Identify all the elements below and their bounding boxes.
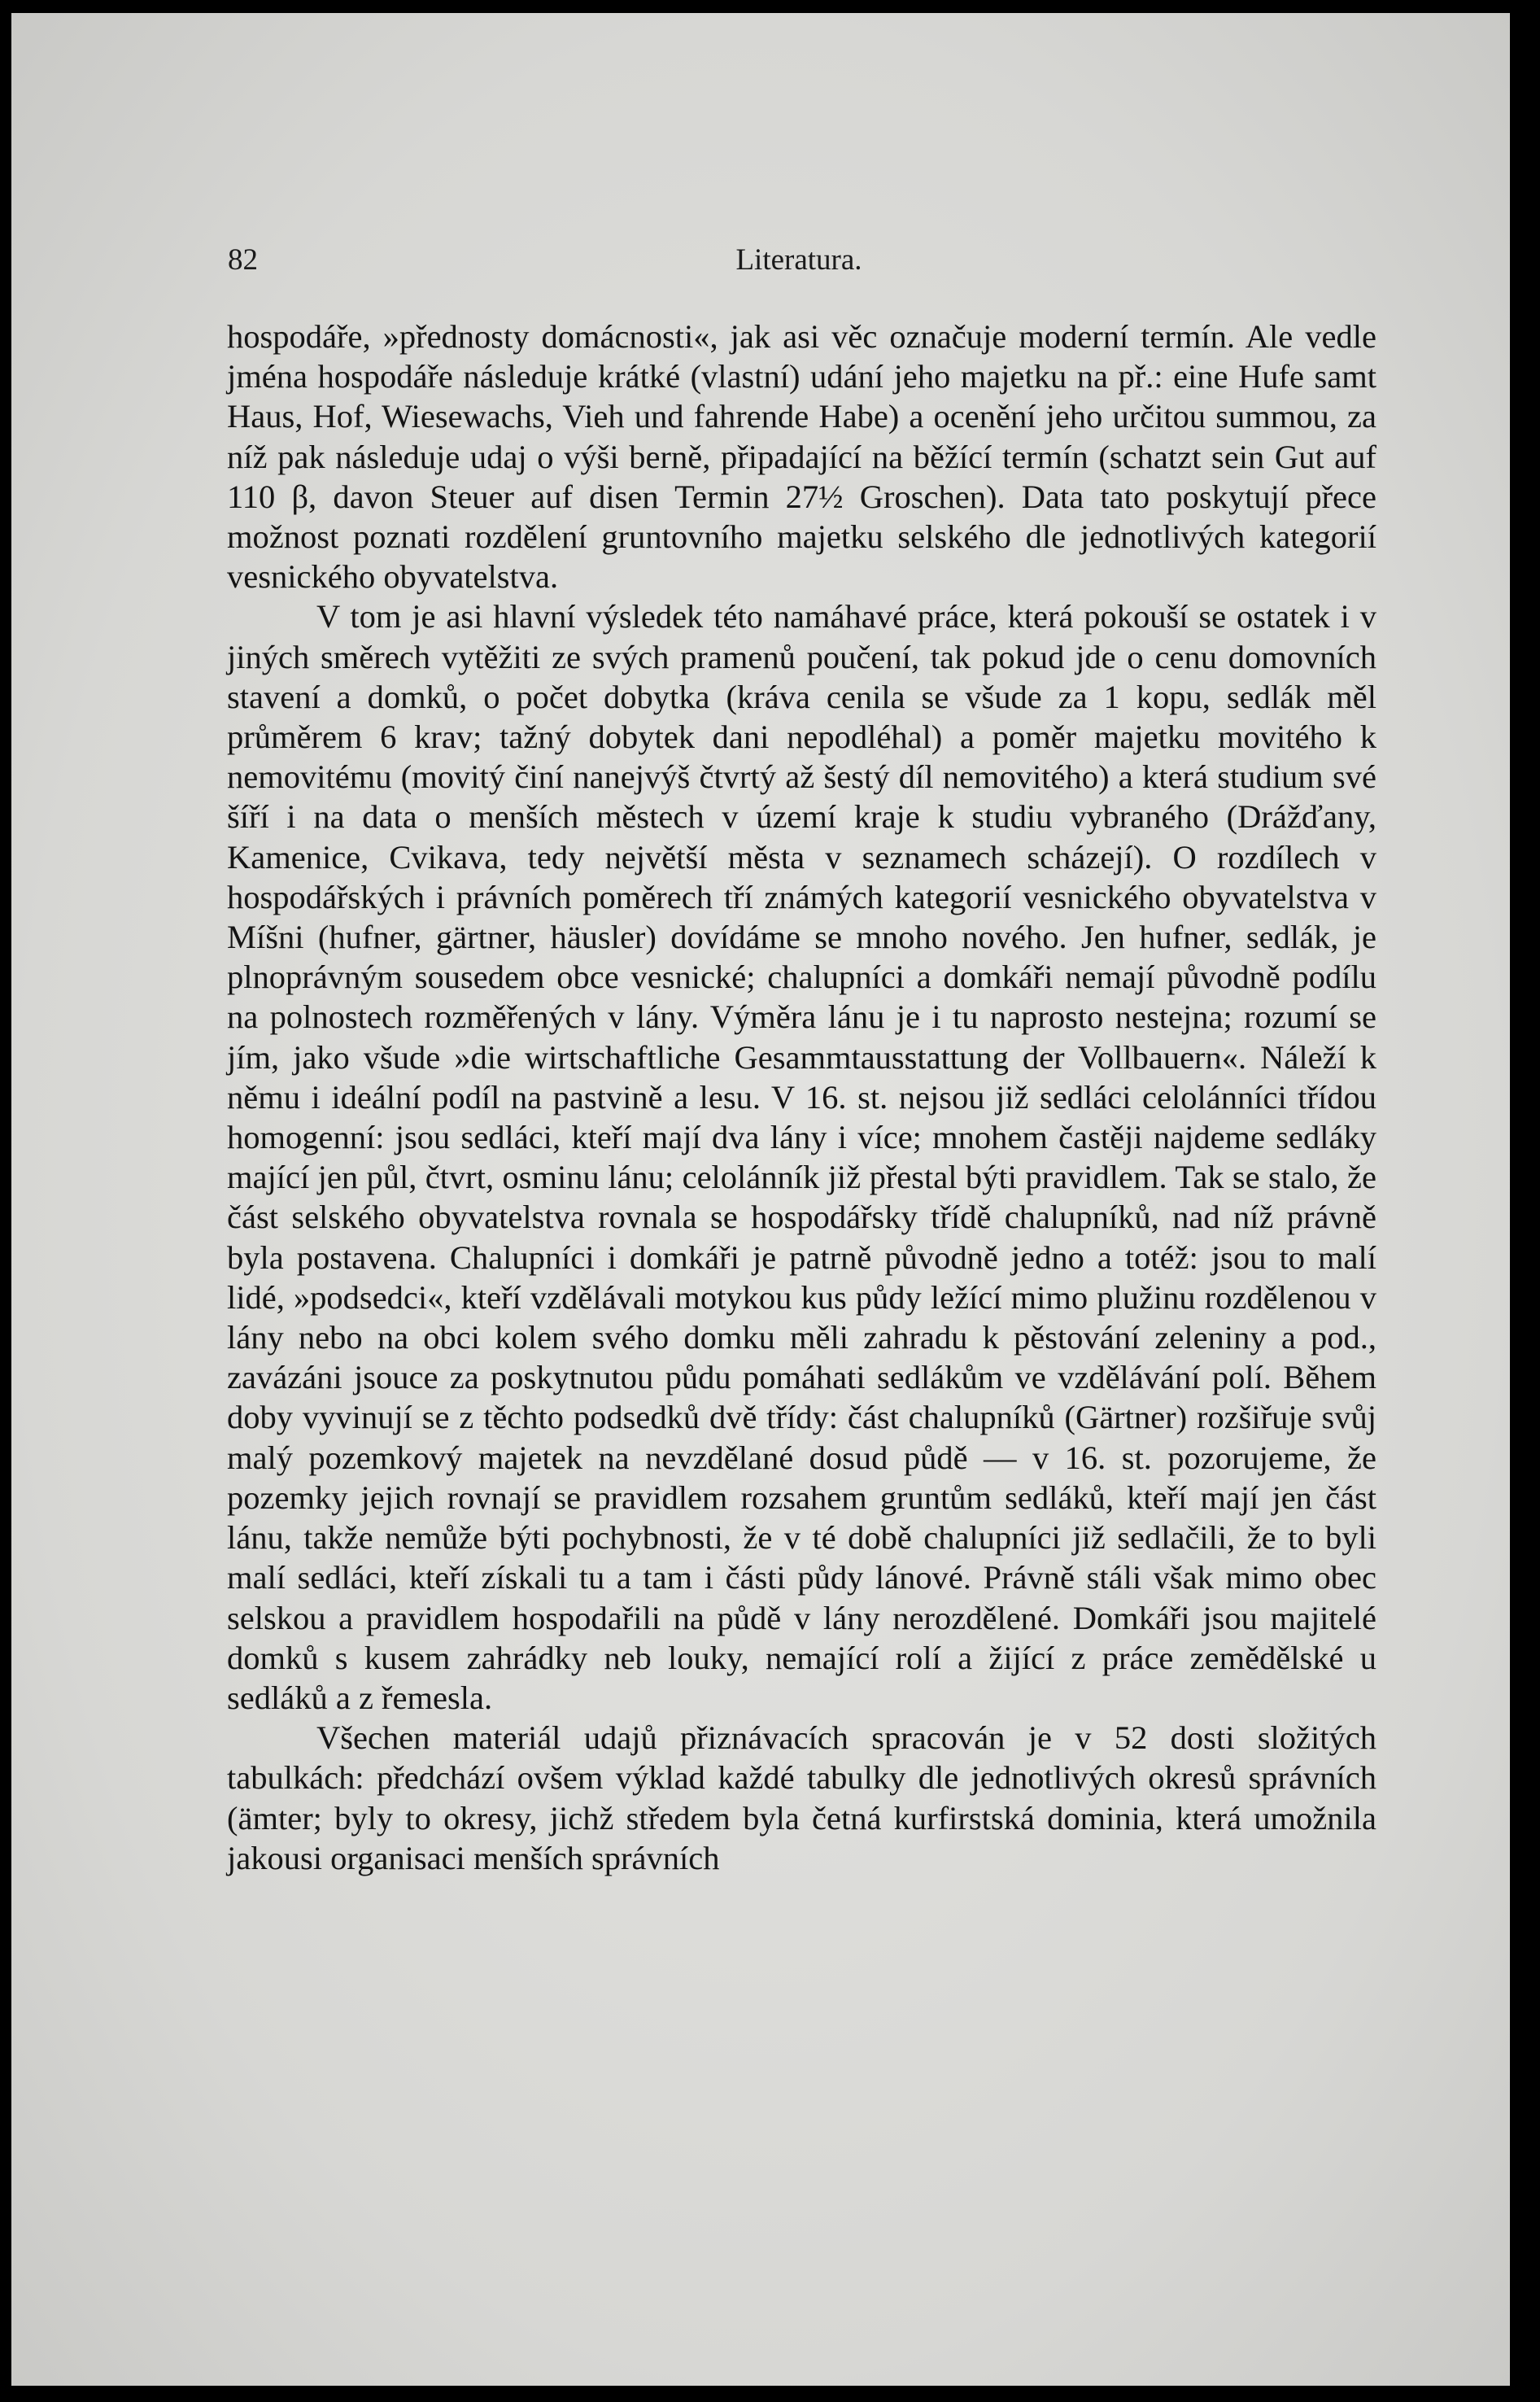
page-header: [228, 234, 1370, 283]
body-text: [227, 317, 1376, 1878]
paragraph: Všechen materiál udajů přiznávacích spracován je v 52 dosti složitých tabulkách: předchází ovšem výklad každé tabulky dle jednotlivých okresů správních (ämter; byly to okresy, jichž středem byla četná kurfirstská dominia, která umožnila jakousi organisaci menších správních: [227, 1719, 1376, 1876]
paragraph: hospodáře, »přednosty domácnosti«, jak asi věc označuje moderní termín. Ale vedle jména hospodáře následuje krátké (vlastní) udání jeho majetku na př.: eine Hufe samt Haus, Hof, Wiesewachs, Vieh und fahrende Habe) a ocenění jeho určitou summou, za níž pak následuje udaj o výši berně, připadající na běžící termín (schatzt sein Gut auf 110 β, davon Steuer auf disen Termin 27½ Groschen). Data tato poskytují přece možnost poznati rozdělení gruntovního majetku selského dle jednotlivých kategorií vesnického obyvatelstva.: [227, 318, 1376, 596]
scanned-page: [11, 13, 1510, 2386]
running-title: Literatura.: [735, 243, 862, 277]
page-number: 82: [228, 243, 258, 277]
paragraph: V tom je asi hlavní výsledek této namáhavé práce, která pokouší se ostatek i v jiných směrech vytěžiti ze svých pramenů poučení, tak pokud jde o cenu domovních stavení a domků, o počet dobytka (kráva cenila se všude za 1 kopu, sedlák měl průměrem 6 krav; tažný dobytek dani nepodléhal) a poměr majetku movitého k nemovitému (movitý činí nanejvýš čtvrtý až šestý díl nemovitého) a která studium své šíří i na data o menších městech v území kraje k studiu vybraného (Drážďany, Kamenice, Cvikava, tedy největší města v seznamech scházejí). O rozdílech v hospodářských i právních poměrech tří známých kategorií vesnického obyvatelstva v Míšni (hufner, gärtner, häusler) dovídáme se mnoho nového. Jen hufner, sedlák, je plnoprávným sousedem obce vesnické; chalupníci a domkáři nemají původně podílu na polnostech rozměřených v lány. Výměra lánu je i tu naprosto nestejna; rozumí se jím, jako všude »die wirtschaftliche Gesammtausstattung der Vollbauern«. Náleží k němu i ideální podíl na pastvině a lesu. V 16. st. nejsou již sedláci celolánníci třídou homogenní: jsou sedláci, kteří mají dva lány i více; mnohem častěji najdeme sedláky mající jen půl, čtvrt, osminu lánu; celolánník již přestal býti pravidlem. Tak se stalo, že část selského obyvatelstva rovnala se hospodářsky třídě chalupníků, nad níž právně byla postavena. Chalupníci i domkáři je patrně původně jedno a totéž: jsou to malí lidé, »podsedci«, kteří vzdělávali motykou kus půdy ležící mimo plužinu rozdělenou v lány nebo na obci kolem svého domku měli zahradu k pěstování zeleniny a pod., zavázáni jsouce za poskytnutou půdu pomáhati sedlákům ve vzdělávání polí. Během doby vyvinují se z těchto podsedků dvě třídy: část chalupníků (Gärtner) rozšiřuje svůj malý pozemkový majetek na nevzdělané dosud půdě — v 16. st. pozorujeme, že pozemky jejich rovnají se pravidlem rozsahem gruntům sedláků, kteří mají jen část lánu, takže nemůže býti pochybnosti, že v té době chalupníci již sedlačili, že to byli malí sedláci, kteří získali tu a tam i části půdy lánové. Právně stáli však mimo obec selskou a pravidlem hospodařili na půdě v lány nerozdělené. Domkáři jsou majitelé domků s kusem zahrádky neb louky, nemající rolí a žijící z práce zemědělské u sedláků a z řemesla.: [227, 598, 1376, 1716]
